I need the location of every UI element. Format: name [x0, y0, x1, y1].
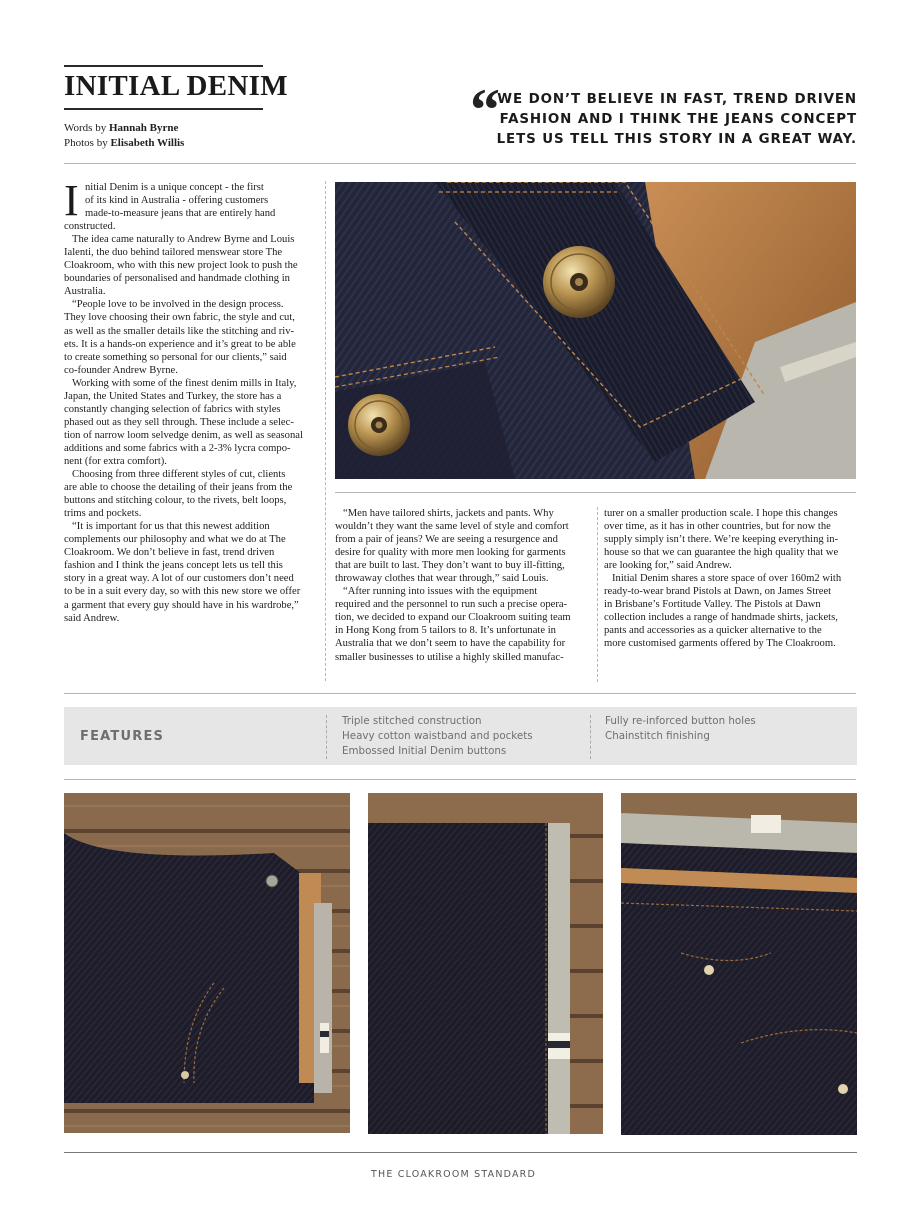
words-prefix: Words by — [64, 122, 107, 134]
article-column-2 — [335, 507, 593, 664]
body-text-line: story in a great way. A lot of our customers don’t need — [64, 573, 294, 585]
body-text-line: “It is important for us that this newest addition — [72, 521, 270, 533]
feature-item: Heavy cotton waistband and pockets — [342, 730, 533, 742]
body-text-line: “People love to be involved in the design process. — [72, 299, 284, 311]
body-text-line: to create something so personal for our clients,” said — [64, 351, 287, 363]
photo-jeans-coin-pocket — [621, 793, 857, 1135]
body-text-line: to be in a suit every day, so with this new store we offer — [64, 586, 301, 598]
body-text-line: pants and accessories as a quicker alternative to the — [604, 625, 822, 637]
article-title: INITIAL DENIM — [64, 70, 288, 102]
body-text-line: made-to-measure jeans that are entirely hand — [85, 208, 276, 220]
body-text-line: additions and some fabrics with a 2-3% lycra compo- — [64, 442, 291, 454]
body-text-line: Working with some of the finest denim mills in Italy, — [72, 377, 297, 389]
pull-quote-line: WE DON’T BELIEVE IN FAST, TREND DRIVEN — [497, 92, 857, 107]
article-column-3 — [604, 507, 858, 651]
body-text-line: a garment that every guy should have in his wardrobe,” — [64, 599, 299, 611]
title-rule-top — [64, 65, 263, 67]
photo-jeans-front-pocket — [64, 793, 350, 1133]
pull-quote-line: LETS US TELL THIS STORY IN A GREAT WAY. — [496, 132, 857, 147]
feature-item: Embossed Initial Denim buttons — [342, 745, 507, 757]
body-text-line: in Hong Kong from 5 tailors to 8. It’s unfortunate in — [335, 625, 556, 637]
photos-author: Elisabeth Willis — [110, 137, 185, 149]
body-text-line: of its kind in Australia - offering customers — [85, 195, 269, 207]
column-separator — [597, 507, 598, 682]
column-separator — [325, 181, 326, 681]
photos-credit — [64, 136, 184, 151]
body-text-line: buttons and stitching colour, to the rivets, belt loops, — [64, 495, 287, 507]
body-text-line: Cloakroom. We don’t believe in fast, trend driven — [64, 547, 275, 559]
body-text-line: phased out as they sell through. These include a selec- — [64, 416, 294, 428]
body-divider — [64, 693, 856, 694]
body-text-line: more customised garments offered by The Cloakroom. — [604, 638, 836, 650]
words-credit — [64, 121, 184, 136]
title-rule-bottom — [64, 108, 263, 110]
features-divider — [64, 779, 856, 780]
credits — [64, 121, 184, 151]
body-text-line: co-founder Andrew Byrne. — [64, 364, 178, 376]
photo-jeans-selvedge-hem — [368, 793, 603, 1134]
body-text-line: desire for quality with more men looking for garments — [335, 547, 566, 559]
body-text-line: constantly changing selection of fabrics with styles — [64, 403, 281, 415]
body-text-line: supply simply isn’t there. We’re keeping everything in- — [604, 534, 839, 546]
photo-divider — [335, 492, 856, 493]
header-divider — [64, 163, 856, 164]
features-separator — [326, 715, 327, 759]
body-text-line: fashion and I think the jeans concept lets us tell this — [64, 560, 283, 572]
body-text-line: Australia that we don’t seem to have the capability for — [335, 638, 566, 650]
body-text-line: Cloakroom, who with this new project look to push the — [64, 260, 298, 272]
body-text-line: Japan, the United States and Turkey, the store has a — [64, 390, 282, 402]
body-text-line: throwaway clothes that wear through,” said Louis. — [335, 573, 549, 585]
body-text-line: tion, we decided to expand our Cloakroom suiting team — [335, 612, 571, 624]
body-text-line: wouldn’t they want the same level of style and comfort — [335, 521, 569, 533]
body-text-line: boundaries of personalised and handmade clothing in — [64, 273, 290, 285]
hero-photo-denim-buttons — [335, 182, 856, 479]
body-text-line: complements our philosophy and what we do at The — [64, 534, 286, 546]
body-text-line: as well as the smaller details like the stitching and riv- — [64, 325, 295, 337]
body-text-line: Australia. — [64, 286, 106, 298]
body-text-line: from a pair of jeans? We are seeing a resurgence and — [335, 534, 558, 546]
body-text-line: over time, as it has in other countries, but for now the — [604, 521, 831, 533]
body-text-line: ready-to-wear brand Pistols at Dawn, on James Street — [604, 586, 832, 598]
features-label: FEATURES — [80, 729, 165, 744]
body-text-line: in Brisbane’s Fortitude Valley. The Pistols at Dawn — [604, 599, 821, 611]
body-text-line: are looking for,” said Andrew. — [604, 560, 732, 572]
feature-item: Fully re-inforced button holes — [605, 715, 756, 727]
body-text-line: smaller businesses to utilise a highly skilled manufac- — [335, 651, 564, 663]
article-column-1 — [64, 176, 322, 625]
body-text-line: trims and pockets. — [64, 508, 142, 520]
feature-item: Chainstitch finishing — [605, 730, 710, 742]
body-text-line: said Andrew. — [64, 612, 120, 624]
pull-quote — [487, 90, 857, 150]
pull-quote-line: FASHION AND I THINK THE JEANS CONCEPT — [499, 112, 857, 127]
quote-mark-icon: “ — [470, 77, 500, 143]
body-text-line: ets. It is a hands-on experience and it’s great to be able — [64, 338, 296, 350]
body-text-line: They love choosing their own fabric, the style and cut, — [64, 312, 295, 324]
body-text-line: Initial Denim shares a store space of over 160m2 with — [612, 573, 842, 585]
body-text-line: house so that we can guarantee the high quality that we — [604, 547, 839, 559]
drop-cap: I — [64, 176, 79, 225]
footer-publication: THE CLOAKROOM STANDARD — [370, 1169, 537, 1180]
body-text-line: turer on a smaller production scale. I hope this changes — [604, 508, 838, 519]
body-text-line: nitial Denim is a unique concept - the first — [85, 182, 264, 193]
features-list-1 — [342, 714, 533, 759]
features-separator — [590, 715, 591, 759]
body-text-line: nent (for extra comfort). — [64, 455, 167, 467]
words-author: Hannah Byrne — [108, 122, 179, 134]
body-text-line: collection includes a range of handmade shirts, jackets, — [604, 612, 838, 624]
body-text-line: “After running into issues with the equipment — [343, 586, 538, 598]
features-panel — [64, 707, 857, 765]
body-text-line: Ialenti, the duo behind tailored menswear store The — [64, 247, 283, 259]
footer-rule — [64, 1152, 857, 1153]
body-text-line: required and the personnel to run such a precise opera- — [335, 599, 568, 611]
body-text-line: that are built to last. They don’t want to buy ill-fitting, — [335, 560, 565, 572]
features-list-2 — [605, 714, 756, 744]
body-text-line: constructed. — [64, 221, 116, 233]
body-text-line: are able to choose the detailing of their jeans from the — [64, 482, 293, 494]
feature-item: Triple stitched construction — [342, 715, 482, 727]
body-text-line: The idea came naturally to Andrew Byrne and Louis — [72, 234, 295, 246]
photos-prefix: Photos by — [64, 137, 108, 149]
body-text-line: “Men have tailored shirts, jackets and pants. Why — [343, 508, 554, 519]
body-text-line: Choosing from three different styles of cut, clients — [72, 469, 286, 481]
body-text-line: tion of narrow loom selvedge denim, as well as seasonal — [64, 429, 303, 441]
